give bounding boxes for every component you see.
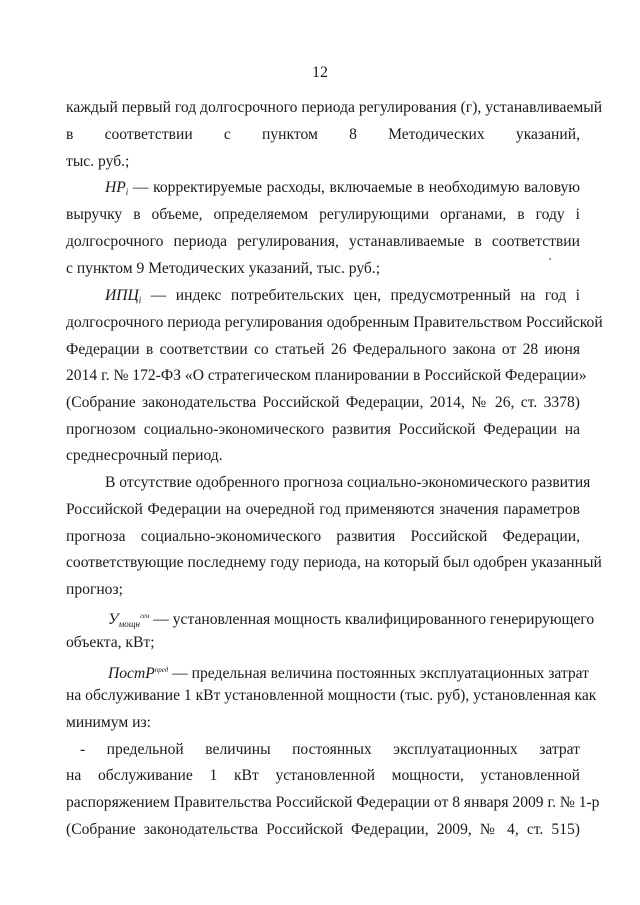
text-line: с пунктом 9 Методических указаний, тыс. руб.; (66, 260, 381, 277)
text-line: - предельной величины постоянных эксплуатационных затрат (80, 741, 580, 758)
text-line: минимум из: (66, 714, 151, 731)
text-line: долгосрочного периода регулирования, устанавливаемые в соответствии (66, 233, 580, 250)
text-line: (Собрание законодательства Российской Федерации, 2009, № 4, ст. 515) (66, 821, 580, 838)
text-line: 2014 г. № 172-ФЗ «О стратегическом планировании в Российской Федерации» (66, 367, 587, 384)
text-line: — корректируемые расходы, включаемые в необходимую валовую (132, 179, 580, 196)
scan-speck (549, 258, 551, 260)
definition-u (108, 606, 595, 634)
definition-post (108, 660, 589, 684)
symbol-hr: $НР_i$ (105, 179, 129, 197)
text-line: долгосрочного периода регулирования одобренным Правительством Российской (66, 314, 603, 331)
text-line: — предельная величина постоянных эксплуатационных затрат (172, 665, 589, 682)
text-line: — индекс потребительских цен, предусмотренный на год i (150, 287, 580, 304)
text-line: В отсутствие одобренного прогноза социально-экономического развития (105, 474, 591, 491)
text-line: тыс. руб.; (66, 153, 130, 170)
definition-hr (105, 178, 580, 202)
text-line: на обслуживание 1 кВт установленной мощности (тыс. руб), установленная как (66, 687, 597, 704)
page-number: 12 (312, 64, 328, 81)
text-line: прогноз; (66, 581, 123, 598)
text-line: Федерации в соответствии со статьей 26 Федерального закона от 28 июня (66, 341, 580, 358)
text-line: на обслуживание 1 кВт установленной мощности, установленной (66, 767, 580, 784)
text-line: (Собрание законодательства Российской Федерации, 2014, № 26, ст. 3378) (66, 394, 580, 411)
text-line: среднесрочный период. (66, 447, 223, 464)
text-line: в соответствии с пунктом 8 Методических указаний, (66, 126, 580, 143)
symbol-u: $У_{мощн}^{ген}$ (108, 611, 150, 629)
definition-ipc (105, 286, 580, 310)
text-line: объекта, кВт; (66, 634, 155, 651)
text-line: Российской Федерации на очередной год применяются значения параметров (66, 501, 580, 518)
text-line: выручку в объеме, определяемом регулирующими органами, в году i (66, 206, 580, 223)
symbol-post: ПостР$^{пред}$ (108, 665, 169, 682)
text-line: каждый первый год долгосрочного периода регулирования (г), устанавливаемый (66, 99, 603, 116)
text-line: соответствующие последнему году периода, на который был одобрен указанный (66, 554, 602, 571)
text-line: — установленная мощность квалифицированного генерирующего (153, 611, 595, 628)
text-line: распоряжением Правительства Российской Федерации от 8 января 2009 г. № 1-р (66, 794, 600, 811)
text-line: прогноза социально-экономического развития Российской Федерации, (66, 528, 580, 545)
symbol-ipc: $ИПЦ_i$ (105, 287, 142, 305)
text-line: прогнозом социально-экономического развития Российской Федерации на (66, 421, 580, 438)
